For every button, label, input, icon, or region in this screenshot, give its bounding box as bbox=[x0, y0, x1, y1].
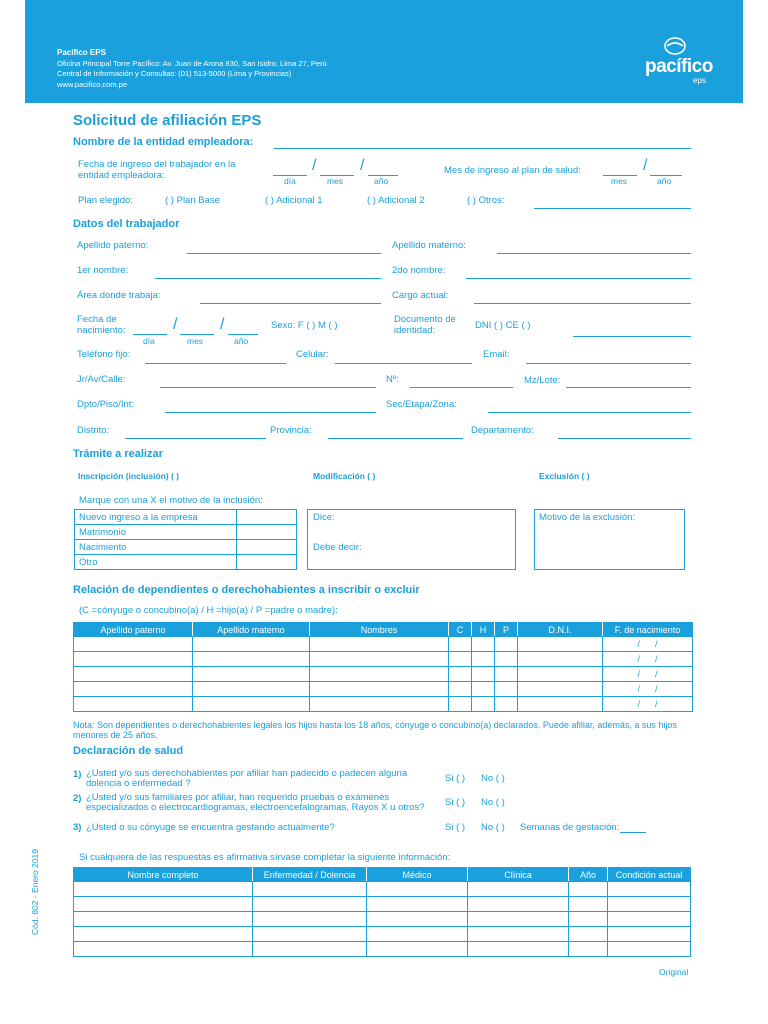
table-cell[interactable] bbox=[449, 682, 472, 697]
q1-text: ¿Usted y/o sus derechohabientes por afiliar han padecido o padecen alguna dolencia o enfermedad ? bbox=[86, 768, 408, 789]
col-fecha-nacimiento: F. de nacimiento bbox=[603, 623, 693, 637]
departamento-field[interactable] bbox=[558, 438, 691, 439]
plan-base-option[interactable]: ( ) Plan Base bbox=[165, 195, 220, 206]
apellido-materno-label: Apellido materno: bbox=[392, 240, 466, 251]
documento-label: Documento de identidad: bbox=[394, 314, 456, 336]
table-cell[interactable] bbox=[608, 912, 691, 927]
table-cell[interactable] bbox=[472, 652, 495, 667]
q3-text: ¿Usted o su cónyuge se encuentra gestando actualmente? bbox=[86, 822, 335, 833]
motivo-checkbox[interactable] bbox=[237, 540, 297, 555]
table-cell[interactable] bbox=[495, 652, 518, 667]
col-nombre-completo: Nombre completo bbox=[74, 868, 253, 882]
table-cell[interactable] bbox=[518, 637, 603, 652]
dice-label: Dice: bbox=[313, 512, 335, 523]
table-cell[interactable] bbox=[449, 652, 472, 667]
datos-trabajador-title: Datos del trabajador bbox=[73, 218, 180, 230]
plan-elegido-label: Plan elegido: bbox=[78, 195, 133, 206]
dependientes-rows bbox=[74, 637, 693, 712]
mz-lote-label: Mz/Lote: bbox=[524, 375, 561, 386]
table-cell[interactable] bbox=[472, 667, 495, 682]
fecha-nacimiento-dia-field[interactable] bbox=[133, 334, 167, 335]
segundo-nombre-field[interactable] bbox=[466, 278, 691, 279]
table-cell[interactable] bbox=[449, 637, 472, 652]
table-cell[interactable] bbox=[569, 882, 608, 897]
motivo-label: Nacimiento bbox=[75, 540, 237, 555]
table-cell[interactable] bbox=[518, 652, 603, 667]
col-enfermedad: Enfermedad / Dolencia bbox=[253, 868, 367, 882]
table-cell[interactable] bbox=[518, 697, 603, 712]
q3-no[interactable]: No ( ) bbox=[481, 822, 505, 833]
provincia-field[interactable] bbox=[328, 438, 463, 439]
table-cell[interactable] bbox=[367, 927, 468, 942]
provincia-label: Provincia: bbox=[270, 425, 312, 436]
table-cell[interactable] bbox=[608, 942, 691, 957]
header-address: Oficina Principal Torre Pacífico: Av. Juan de Arona 830, San Isidro, Lima 27, Perú bbox=[57, 59, 327, 68]
table-cell[interactable] bbox=[468, 927, 569, 942]
table-cell[interactable] bbox=[495, 682, 518, 697]
table-cell[interactable] bbox=[472, 682, 495, 697]
table-row[interactable] bbox=[74, 667, 693, 682]
segundo-nombre-label: 2do nombre: bbox=[392, 265, 446, 276]
table-cell[interactable] bbox=[495, 667, 518, 682]
dia-caption: día bbox=[284, 176, 296, 186]
company-name: Pacífico EPS bbox=[57, 48, 106, 57]
modificacion-option[interactable]: Modificación ( ) bbox=[313, 471, 376, 481]
table-cell[interactable] bbox=[193, 667, 310, 682]
table-header bbox=[74, 623, 693, 637]
otros-option[interactable]: ( ) Otros: bbox=[467, 195, 505, 206]
mes-caption: mes bbox=[187, 336, 204, 346]
table-cell[interactable] bbox=[253, 942, 367, 957]
area-field[interactable] bbox=[200, 303, 381, 304]
mes-ingreso-label: Mes de ingreso al plan de salud: bbox=[444, 165, 581, 176]
semanas-label: Semanas de gestación: bbox=[520, 822, 620, 833]
dni-ce-options[interactable]: DNI ( ) CE ( ) bbox=[475, 320, 531, 331]
table-cell[interactable] bbox=[74, 652, 193, 667]
form-code: Cód. 802 - Enero 2019 bbox=[30, 848, 40, 935]
q2-no[interactable]: No ( ) bbox=[481, 797, 505, 808]
pacifico-logo-icon bbox=[663, 36, 687, 56]
calle-field[interactable] bbox=[160, 387, 376, 388]
table-cell[interactable] bbox=[253, 897, 367, 912]
table-cell[interactable] bbox=[468, 942, 569, 957]
anio-caption: año bbox=[234, 336, 249, 346]
table-row[interactable] bbox=[74, 637, 693, 652]
table-cell[interactable] bbox=[468, 912, 569, 927]
sec-etapa-field[interactable] bbox=[488, 412, 691, 413]
table-cell[interactable] bbox=[74, 897, 253, 912]
salud-instruction: Si cualquiera de las respuestas es afirmativa sírvase completar la siguiente información: bbox=[79, 852, 451, 863]
documento-field[interactable] bbox=[573, 336, 691, 337]
table-cell[interactable] bbox=[367, 912, 468, 927]
cargo-field[interactable] bbox=[474, 303, 691, 304]
col-condicion: Condición actual bbox=[608, 868, 691, 882]
table-cell[interactable] bbox=[74, 942, 253, 957]
celular-label: Celular: bbox=[296, 349, 329, 360]
form-title: Solicitud de afiliación EPS bbox=[73, 112, 262, 129]
table-cell[interactable] bbox=[74, 682, 193, 697]
table-cell[interactable] bbox=[495, 697, 518, 712]
col-p: P bbox=[495, 623, 518, 637]
apellido-materno-field[interactable] bbox=[497, 253, 691, 254]
numero-label: Nº: bbox=[386, 374, 399, 385]
table-row[interactable] bbox=[74, 912, 691, 927]
telefono-field[interactable] bbox=[145, 363, 286, 364]
table-row[interactable] bbox=[74, 942, 691, 957]
table-cell[interactable] bbox=[193, 682, 310, 697]
motivo-row[interactable] bbox=[75, 525, 297, 540]
sec-etapa-label: Sec/Etapa/Zona: bbox=[386, 399, 457, 410]
table-cell[interactable] bbox=[468, 882, 569, 897]
q3-si[interactable]: Si ( ) bbox=[445, 822, 466, 833]
q1-si[interactable]: Si ( ) bbox=[445, 773, 466, 784]
motivo-checkbox[interactable] bbox=[237, 555, 297, 570]
calle-label: Jr/Av/Calle: bbox=[77, 374, 126, 385]
primer-nombre-field[interactable] bbox=[155, 278, 381, 279]
anio-caption: año bbox=[374, 176, 389, 186]
table-cell[interactable] bbox=[367, 882, 468, 897]
col-anio: Año bbox=[569, 868, 608, 882]
date-slash: / bbox=[312, 157, 317, 174]
employer-label: Nombre de la entidad empleadora: bbox=[73, 136, 254, 148]
table-cell[interactable] bbox=[74, 882, 253, 897]
apellido-paterno-field[interactable] bbox=[187, 253, 381, 254]
motivo-label: Nuevo ingreso a la empresa bbox=[75, 510, 237, 525]
modificacion-box[interactable] bbox=[307, 509, 516, 570]
table-cell[interactable] bbox=[569, 912, 608, 927]
dpto-field[interactable] bbox=[165, 412, 376, 413]
distrito-label: Distrito: bbox=[77, 425, 110, 436]
dia-caption: día bbox=[143, 336, 155, 346]
header-website: www.pacifico.com.pe bbox=[57, 80, 128, 89]
table-cell[interactable] bbox=[310, 682, 449, 697]
col-dni: D.N.I. bbox=[518, 623, 603, 637]
motivo-row[interactable] bbox=[75, 555, 297, 570]
fecha-nacimiento-cell[interactable]: / / bbox=[603, 682, 693, 697]
col-apellido-paterno: Apellido paterno bbox=[74, 623, 193, 637]
table-row[interactable] bbox=[74, 927, 691, 942]
table-cell[interactable] bbox=[518, 667, 603, 682]
table-cell[interactable] bbox=[495, 637, 518, 652]
table-cell[interactable] bbox=[569, 897, 608, 912]
q2-si[interactable]: Si ( ) bbox=[445, 797, 466, 808]
table-cell[interactable] bbox=[310, 637, 449, 652]
inscripcion-option[interactable]: Inscripción (inclusión) ( ) bbox=[78, 471, 180, 481]
motivo-checkbox[interactable] bbox=[237, 510, 297, 525]
table-cell[interactable] bbox=[253, 927, 367, 942]
area-label: Área donde trabaja: bbox=[77, 290, 161, 301]
date-slash: / bbox=[220, 316, 225, 333]
table-cell[interactable] bbox=[74, 912, 253, 927]
table-row[interactable] bbox=[74, 897, 691, 912]
email-field[interactable] bbox=[526, 363, 691, 364]
table-cell[interactable] bbox=[310, 667, 449, 682]
logo-text: pacífico bbox=[645, 56, 713, 77]
fecha-ingreso-label: Fecha de ingreso del trabajador en la entidad empleadora: bbox=[78, 159, 236, 181]
fecha-nacimiento-cell[interactable]: / / bbox=[603, 652, 693, 667]
semanas-field[interactable] bbox=[620, 832, 646, 833]
motivo-exclusion-label: Motivo de la exclusión: bbox=[539, 512, 636, 523]
table-cell[interactable] bbox=[468, 897, 569, 912]
fecha-nacimiento-cell[interactable]: / / bbox=[603, 637, 693, 652]
q2-number: 2) bbox=[73, 793, 82, 804]
mz-lote-field[interactable] bbox=[566, 387, 691, 388]
salud-table bbox=[73, 867, 691, 957]
table-cell[interactable] bbox=[518, 682, 603, 697]
col-clinica: Clínica bbox=[468, 868, 569, 882]
table-cell[interactable] bbox=[569, 927, 608, 942]
fecha-nacimiento-mes-field[interactable] bbox=[180, 334, 214, 335]
debe-decir-label: Debe decir: bbox=[313, 542, 362, 553]
table-cell[interactable] bbox=[608, 927, 691, 942]
col-apellido-materno: Apellido materno bbox=[193, 623, 310, 637]
table-row[interactable] bbox=[74, 882, 691, 897]
table-row[interactable] bbox=[74, 697, 693, 712]
adicional1-option[interactable]: ( ) Adicional 1 bbox=[265, 195, 323, 206]
fecha-nacimiento-cell[interactable]: / / bbox=[603, 697, 693, 712]
distrito-field[interactable] bbox=[125, 438, 266, 439]
sexo-options[interactable]: Sexo: F ( ) M ( ) bbox=[271, 320, 338, 331]
table-header bbox=[74, 868, 691, 882]
col-medico: Médico bbox=[367, 868, 468, 882]
date-slash: / bbox=[173, 316, 178, 333]
table-cell[interactable] bbox=[74, 637, 193, 652]
table-row[interactable] bbox=[74, 682, 693, 697]
q3-number: 3) bbox=[73, 822, 82, 833]
apellido-paterno-label: Apellido paterno: bbox=[77, 240, 149, 251]
table-cell[interactable] bbox=[449, 667, 472, 682]
dependientes-table bbox=[73, 622, 693, 712]
mes-caption: mes bbox=[611, 176, 628, 186]
otros-field[interactable] bbox=[534, 208, 691, 209]
table-cell[interactable] bbox=[608, 897, 691, 912]
col-nombres: Nombres bbox=[310, 623, 449, 637]
marque-instruction: Marque con una X el motivo de la inclusión: bbox=[79, 495, 263, 506]
table-cell[interactable] bbox=[472, 637, 495, 652]
table-cell[interactable] bbox=[193, 652, 310, 667]
motivos-inclusion-table bbox=[74, 509, 297, 570]
table-cell[interactable] bbox=[253, 882, 367, 897]
dpto-label: Dpto/Piso/Int: bbox=[77, 399, 135, 410]
primer-nombre-label: 1er nombre: bbox=[77, 265, 129, 276]
table-cell[interactable] bbox=[253, 912, 367, 927]
email-label: Email: bbox=[483, 349, 510, 360]
table-cell[interactable] bbox=[74, 667, 193, 682]
table-cell[interactable] bbox=[608, 882, 691, 897]
original-label: Original bbox=[659, 967, 689, 977]
table-cell[interactable] bbox=[367, 897, 468, 912]
table-cell[interactable] bbox=[74, 927, 253, 942]
table-cell[interactable] bbox=[569, 942, 608, 957]
fecha-nacimiento-label: Fecha de nacimiento: bbox=[77, 314, 126, 336]
mes-caption: mes bbox=[327, 176, 344, 186]
header-banner bbox=[25, 0, 743, 103]
table-cell[interactable] bbox=[193, 637, 310, 652]
salud-rows bbox=[74, 882, 691, 957]
celular-field[interactable] bbox=[335, 363, 472, 364]
table-cell[interactable] bbox=[310, 697, 449, 712]
motivo-checkbox[interactable] bbox=[237, 525, 297, 540]
date-slash: / bbox=[360, 157, 365, 174]
fecha-nacimiento-cell[interactable]: / / bbox=[603, 667, 693, 682]
anio-caption: año bbox=[657, 176, 672, 186]
table-cell[interactable] bbox=[449, 697, 472, 712]
date-slash: / bbox=[643, 157, 648, 174]
exclusion-option[interactable]: Exclusión ( ) bbox=[539, 471, 590, 481]
cargo-label: Cargo actual: bbox=[392, 290, 449, 301]
table-cell[interactable] bbox=[74, 697, 193, 712]
telefono-label: Teléfono fijo: bbox=[77, 349, 131, 360]
salud-title: Declaración de salud bbox=[73, 745, 184, 757]
numero-field[interactable] bbox=[410, 387, 513, 388]
dependientes-title: Relación de dependientes o derechohabientes a inscribir o excluir bbox=[73, 584, 420, 596]
col-c: C bbox=[449, 623, 472, 637]
table-cell[interactable] bbox=[367, 942, 468, 957]
motivo-row[interactable] bbox=[75, 510, 297, 525]
fecha-nacimiento-anio-field[interactable] bbox=[228, 334, 258, 335]
table-row[interactable] bbox=[74, 652, 693, 667]
motivo-row[interactable] bbox=[75, 540, 297, 555]
table-cell[interactable] bbox=[193, 697, 310, 712]
logo-sub: eps bbox=[693, 76, 706, 85]
header-phone: Central de Información y Consultas: (01) 513-5000 (Lima y Provincias) bbox=[57, 69, 292, 78]
exclusion-box[interactable] bbox=[534, 509, 685, 570]
col-h: H bbox=[472, 623, 495, 637]
employer-field[interactable] bbox=[274, 148, 691, 149]
table-cell[interactable] bbox=[472, 697, 495, 712]
adicional2-option[interactable]: ( ) Adicional 2 bbox=[367, 195, 425, 206]
dependientes-note: Nota: Son dependientes o derechohabientes legales los hijos hasta los 18 años, cónyuge o concubino(a) declarados. Puede afiliar, además, a sus hijos menores de 25 años. bbox=[73, 720, 677, 740]
q2-text: ¿Usted y/o sus familiares por afiliar, han requerido pruebas o exámenes especializados o electrocardiogramas, electroencefalogramas, Rayos X u otros? bbox=[86, 792, 425, 813]
q1-no[interactable]: No ( ) bbox=[481, 773, 505, 784]
tramite-title: Trámite a realizar bbox=[73, 448, 163, 460]
dependientes-legend: (C =cónyuge o concubino(a) / H =hijo(a) / P =padre o madre): bbox=[79, 605, 338, 616]
departamento-label: Departamento: bbox=[471, 425, 534, 436]
motivo-label: Otro bbox=[75, 555, 237, 570]
table-cell[interactable] bbox=[310, 652, 449, 667]
q1-number: 1) bbox=[73, 769, 82, 780]
motivo-label: Matrimonio bbox=[75, 525, 237, 540]
